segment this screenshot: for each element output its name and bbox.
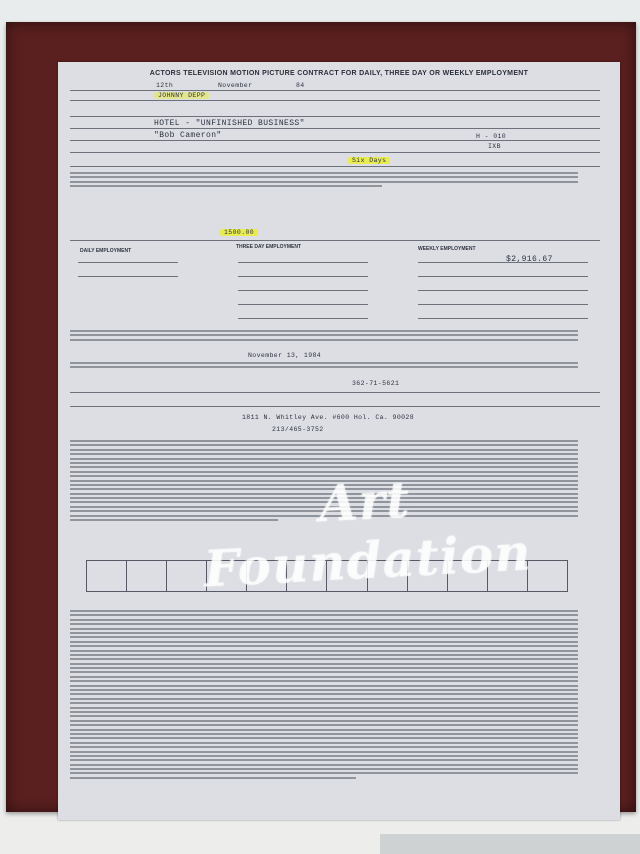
- field-month: November: [218, 82, 253, 89]
- rule: [238, 276, 368, 277]
- field-production-company: HOTEL - "UNFINISHED BUSINESS": [154, 119, 305, 128]
- rule: [70, 240, 600, 241]
- rule: [238, 318, 368, 319]
- rule: [238, 304, 368, 305]
- rule: [238, 290, 368, 291]
- rule: [78, 262, 178, 263]
- field-address: 1811 N. Whitley Ave. #600 Hol. Ca. 90028: [242, 414, 415, 421]
- rule: [418, 290, 588, 291]
- rule: [70, 140, 600, 141]
- rule: [418, 262, 588, 263]
- paragraph-block: [58, 362, 578, 371]
- contract-document: [58, 62, 620, 820]
- field-term: Six Days: [348, 157, 390, 164]
- paragraph-block: [58, 330, 578, 343]
- field-start-date: November 13, 1984: [248, 352, 322, 359]
- field-day: 12th: [156, 82, 174, 89]
- daily-employment-head: DAILY EMPLOYMENT: [80, 248, 132, 254]
- rule: [418, 304, 588, 305]
- field-social-security: 362-71-5621: [352, 380, 400, 387]
- rule: [78, 276, 178, 277]
- rule: [70, 166, 600, 167]
- field-role: "Bob Cameron": [154, 131, 222, 140]
- paragraph-block: [58, 610, 578, 781]
- rule: [70, 100, 600, 101]
- field-player: JOHNNY DEPP: [154, 92, 209, 99]
- rule: [70, 116, 600, 117]
- rule: [418, 318, 588, 319]
- picture-frame: [6, 22, 636, 812]
- rule: [70, 90, 600, 91]
- field-weekly-salary: $2,916.67: [506, 255, 553, 264]
- wall-strip: [380, 834, 640, 854]
- rule: [70, 152, 600, 153]
- rule: [70, 128, 600, 129]
- document-title: ACTORS TELEVISION MOTION PICTURE CONTRACT FOR DAILY, THREE DAY OR WEEKLY EMPLOYMENT: [149, 70, 529, 77]
- weekly-head: WEEKLY EMPLOYMENT: [418, 246, 476, 252]
- field-production-number: H - 010: [476, 133, 507, 140]
- watermark: Art Foundation: [202, 469, 533, 599]
- field-phone: 213/465-3752: [272, 426, 324, 433]
- three-day-head: THREE DAY EMPLOYMENT: [236, 244, 302, 250]
- rule: [70, 406, 600, 407]
- field-rate: 1500.00: [220, 229, 258, 236]
- field-year: 84: [296, 82, 305, 89]
- rule: [70, 392, 600, 393]
- field-episode-code: IXB: [488, 143, 501, 150]
- paragraph-block: [58, 172, 578, 190]
- rule: [238, 262, 368, 263]
- rule: [418, 276, 588, 277]
